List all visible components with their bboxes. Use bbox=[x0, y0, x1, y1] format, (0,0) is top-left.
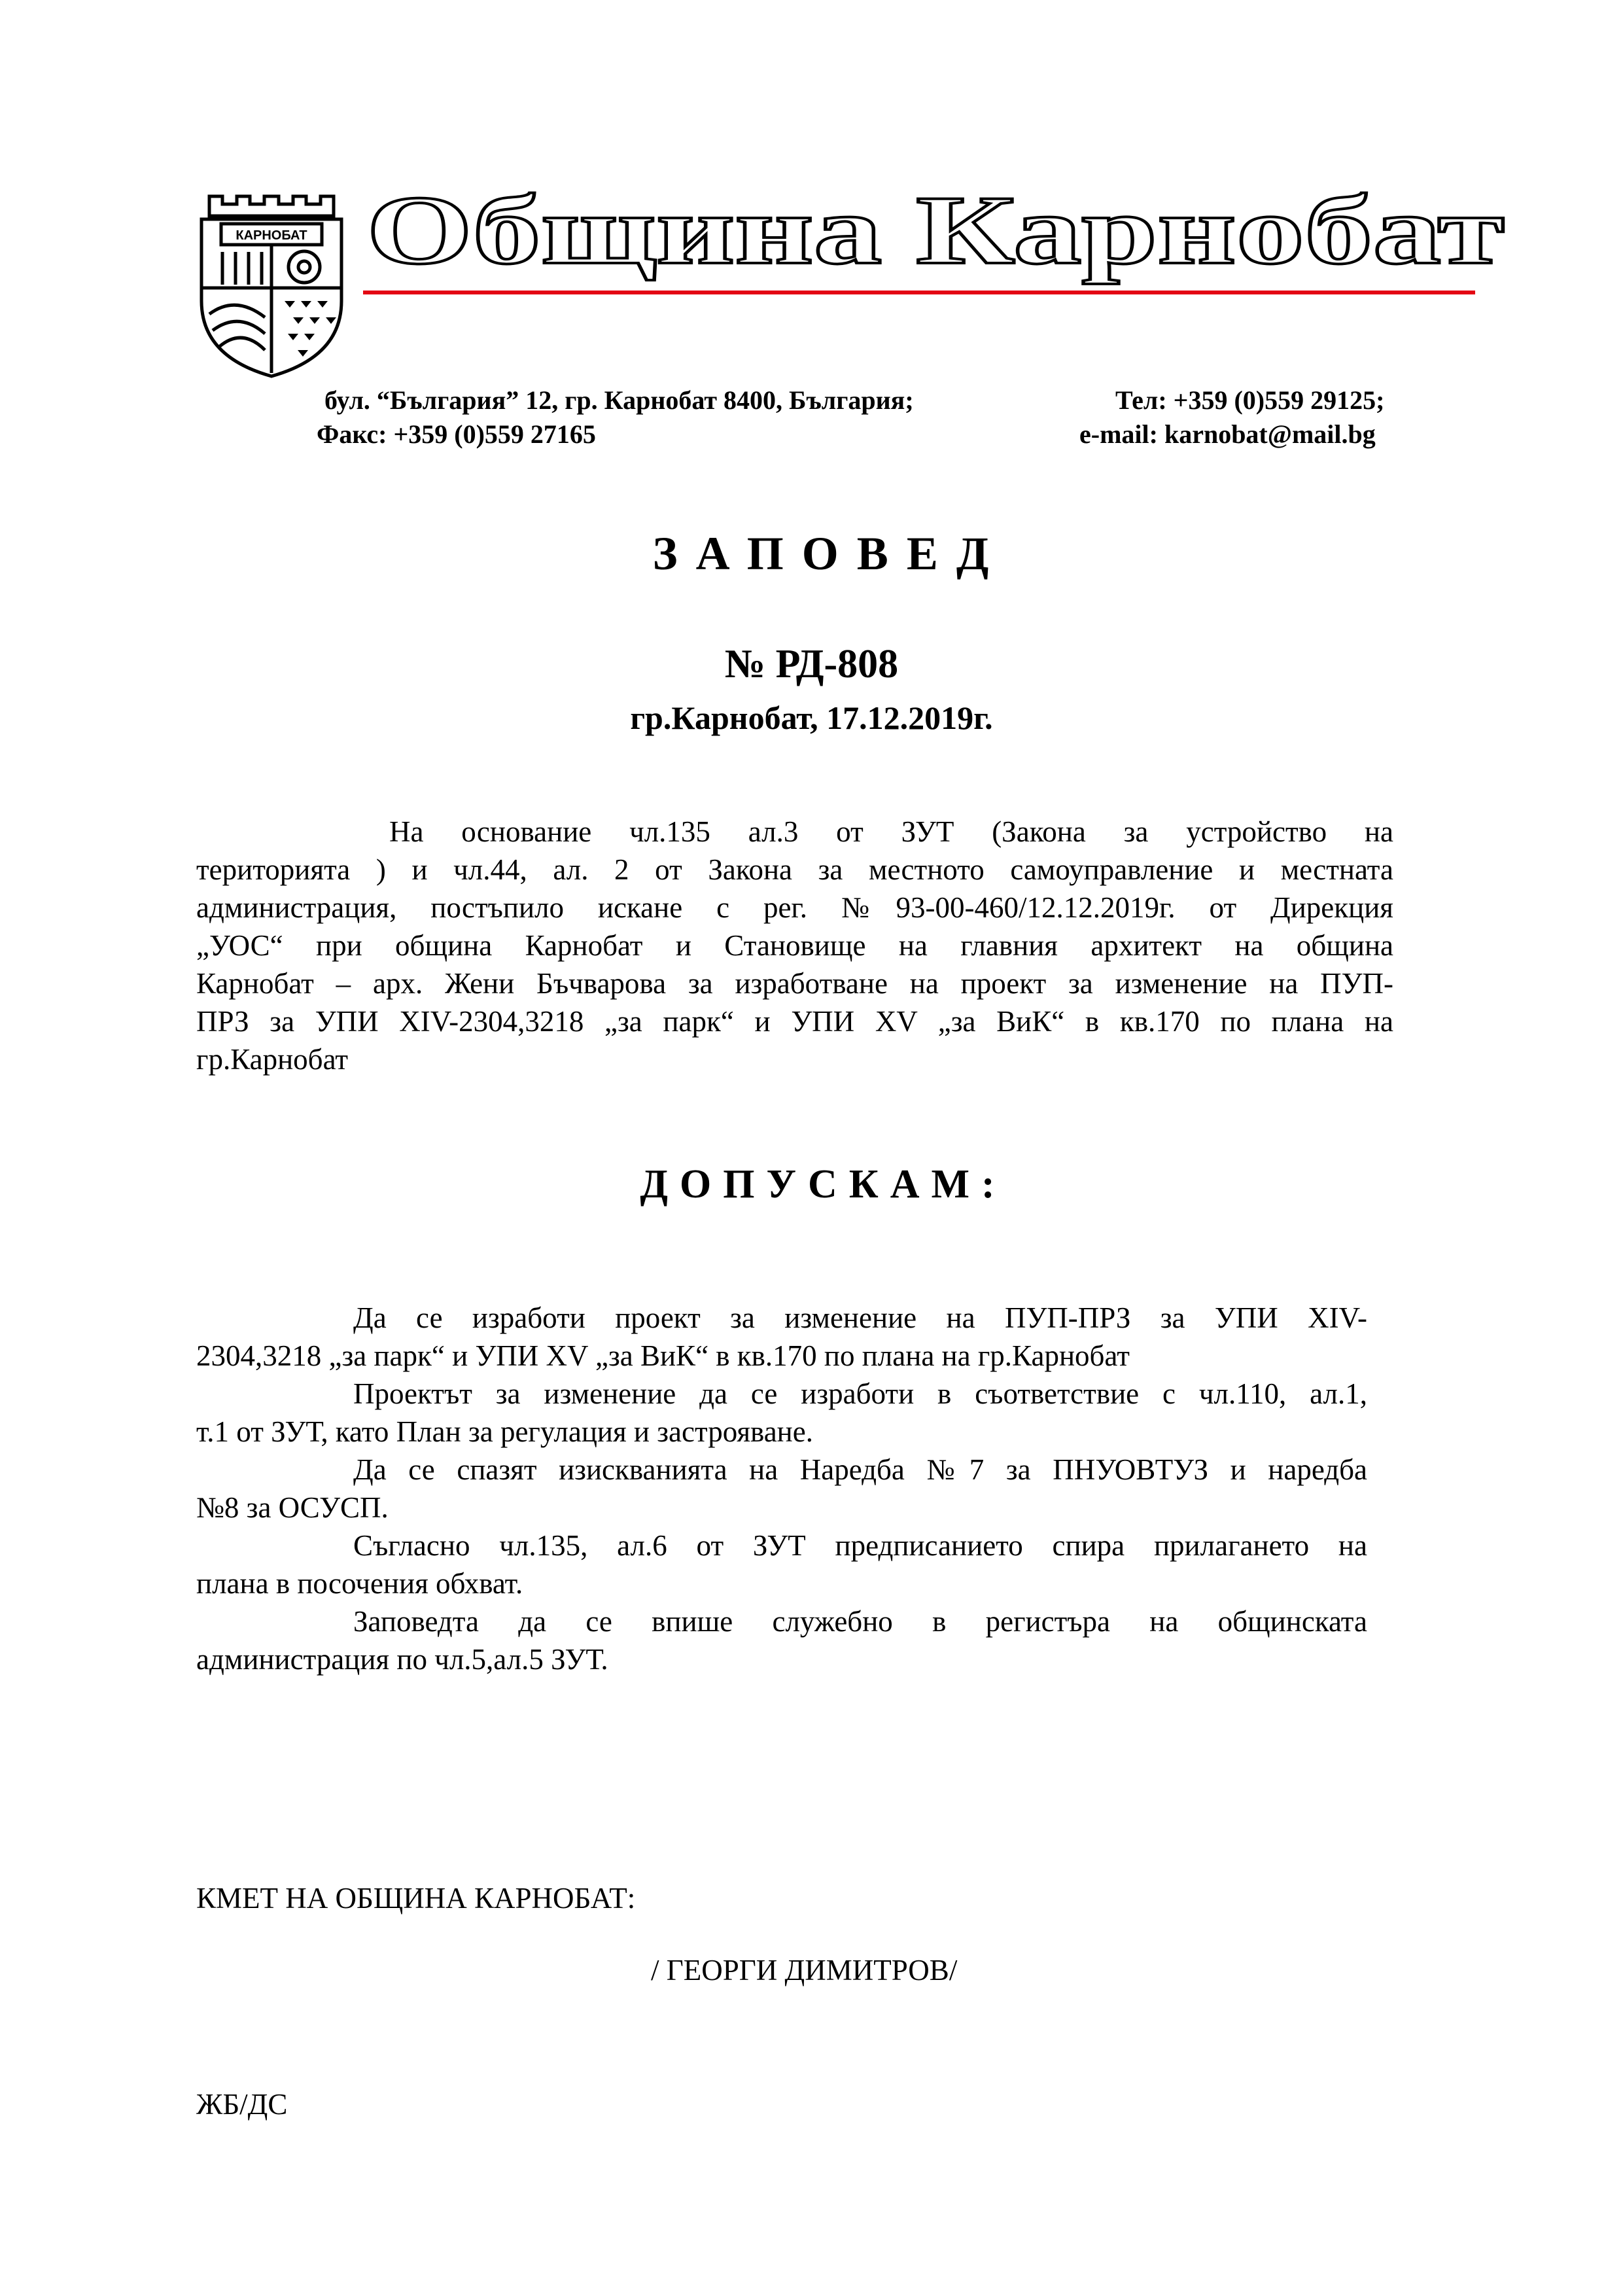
header-red-rule bbox=[363, 291, 1475, 294]
contact-phone: Тел: +359 (0)559 29125; bbox=[1115, 385, 1385, 415]
preamble-line: гр.Карнобат bbox=[196, 1043, 349, 1076]
decision-heading: ДОПУСКАМ: bbox=[640, 1162, 1007, 1207]
decision-line: Да се изработи проект за изменение на ПУП-ПРЗ за УПИ XIV- bbox=[353, 1301, 1367, 1334]
contact-fax: Факс: +359 (0)559 27165 bbox=[317, 419, 596, 449]
decision-paragraph bbox=[196, 1299, 1367, 1678]
preamble-line: „УОС“ при община Карнобат и Становище на главния архитект на община bbox=[196, 929, 1393, 962]
decision-line: №8 за ОСУСП. bbox=[196, 1491, 389, 1524]
crest-label: КАРНОБАТ bbox=[236, 228, 307, 243]
decision-line: Заповедта да се впише служебно в регистъра на общинската bbox=[353, 1605, 1367, 1638]
preamble-line: администрация, постъпило искане с рег. №93-00-460/12.12.2019г. от Дирекция bbox=[196, 891, 1393, 924]
decision-line: администрация по чл.5,ал.5 ЗУТ. bbox=[196, 1643, 608, 1676]
decision-line: т.1 от ЗУТ, като План за регулация и застрояване. bbox=[196, 1415, 813, 1448]
contact-email: e-mail: karnobat@mail.bg bbox=[1079, 419, 1376, 449]
author-initials: ЖБ/ДС bbox=[196, 2088, 288, 2121]
svg-text:Община Карнобат: Община Карнобат bbox=[366, 176, 1505, 285]
preamble-line: Карнобат – арх. Жени Бъчварова за изработване на проект за изменение на ПУП- bbox=[196, 967, 1393, 1000]
preamble-line: територията ) и чл.44, ал. 2 от Закона за местното самоуправление и местната bbox=[196, 853, 1393, 886]
decision-line: Да се спазят изискванията на Наредба №7 за ПНУОВТУЗ и наредба bbox=[353, 1453, 1367, 1486]
decision-line: Проектът за изменение да се изработи в съответствие с чл.110, ал.1, bbox=[353, 1377, 1367, 1410]
masthead-title bbox=[353, 171, 1518, 302]
contact-address: бул. “България” 12, гр. Карнобат 8400, България; bbox=[324, 385, 914, 415]
municipality-crest-logo bbox=[196, 190, 347, 380]
decision-line: Съгласно чл.135, ал.6 от ЗУТ предписанието спира прилагането на bbox=[353, 1529, 1367, 1562]
decision-line: плана в посочения обхват. bbox=[196, 1567, 523, 1600]
document-number: № РД-808 bbox=[724, 642, 899, 686]
document-place-date: гр.Карнобат, 17.12.2019г. bbox=[630, 699, 993, 736]
preamble-line: На основание чл.135 ал.3 от ЗУТ (Закона за устройство на bbox=[389, 815, 1393, 848]
preamble-paragraph bbox=[196, 813, 1393, 1078]
signatory-title: КМЕТ НА ОБЩИНА КАРНОБАТ: bbox=[196, 1882, 636, 1915]
document-heading: ЗАПОВЕД bbox=[652, 527, 1007, 580]
preamble-line: ПРЗ за УПИ XIV-2304,3218 „за парк“ и УПИ XV „за ВиК“ в кв.170 по плана на bbox=[196, 1005, 1393, 1038]
signatory-name: / ГЕОРГИ ДИМИТРОВ/ bbox=[651, 1954, 958, 1987]
decision-line: 2304,3218 „за парк“ и УПИ XV „за ВиК“ в кв.170 по плана на гр.Карнобат bbox=[196, 1339, 1130, 1372]
